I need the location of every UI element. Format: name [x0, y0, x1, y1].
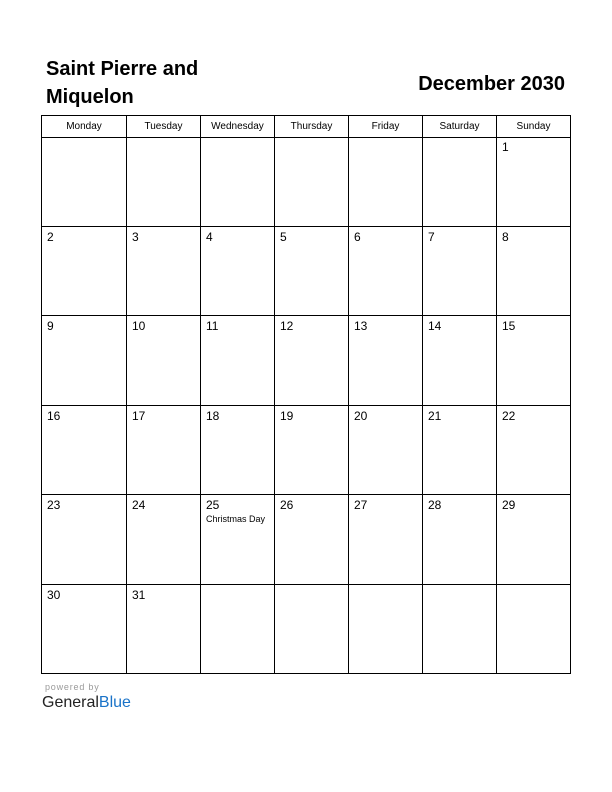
weekday-header-row — [42, 116, 570, 138]
day-number: 10 — [132, 319, 146, 333]
generalblue-logo — [42, 693, 131, 713]
day-number: 14 — [428, 319, 442, 333]
day-cell — [127, 495, 201, 584]
day-cell — [423, 495, 497, 584]
day-cell — [42, 137, 127, 226]
day-number: 2 — [47, 229, 54, 244]
day-cell — [201, 585, 275, 675]
day-cell — [201, 495, 275, 584]
day-number: 31 — [132, 587, 146, 602]
month-title: December 2030 — [418, 73, 565, 95]
day-cell — [349, 227, 423, 316]
day-number: 7 — [428, 229, 435, 244]
day-number: 27 — [354, 498, 368, 512]
region-title: Saint Pierre and Miquelon — [46, 58, 199, 108]
day-number: 17 — [132, 408, 146, 423]
day-number: 19 — [280, 408, 294, 423]
day-cell — [42, 406, 127, 495]
calendar-grid — [41, 115, 571, 674]
weekday-wednesday: Wednesday — [201, 116, 275, 137]
day-number: 28 — [428, 498, 442, 512]
day-cell — [423, 227, 497, 316]
day-number: 21 — [428, 408, 442, 423]
day-number: 25 — [206, 498, 220, 512]
day-cell — [349, 316, 423, 405]
holiday-label: Christmas Day — [206, 514, 266, 524]
day-cell — [201, 137, 275, 226]
week-row — [42, 406, 570, 496]
day-number: 18 — [206, 408, 220, 423]
day-number: 1 — [502, 140, 509, 154]
day-cell — [497, 316, 570, 405]
day-cell — [497, 585, 570, 675]
day-cell — [349, 406, 423, 495]
day-number: 26 — [280, 498, 294, 512]
day-cell — [201, 227, 275, 316]
weekday-thursday: Thursday — [275, 116, 349, 137]
day-cell — [423, 137, 497, 226]
day-cell — [42, 585, 127, 675]
day-cell — [423, 585, 497, 675]
day-number: 29 — [502, 498, 516, 512]
day-cell — [275, 406, 349, 495]
day-cell — [127, 137, 201, 226]
weekday-saturday: Saturday — [423, 116, 497, 137]
day-cell — [127, 227, 201, 316]
day-number: 12 — [280, 319, 294, 333]
day-cell — [127, 316, 201, 405]
day-cell — [275, 137, 349, 226]
day-cell — [349, 585, 423, 675]
day-cell — [42, 227, 127, 316]
weekday-friday: Friday — [349, 116, 423, 137]
footer — [42, 682, 131, 713]
day-number: 22 — [502, 408, 516, 423]
day-cell — [497, 137, 570, 226]
day-number: 20 — [354, 408, 368, 423]
day-number: 4 — [206, 229, 213, 244]
day-cell — [423, 316, 497, 405]
day-cell — [201, 316, 275, 405]
day-number: 3 — [132, 229, 139, 244]
brand-general-text: General — [42, 694, 99, 711]
day-cell — [497, 495, 570, 584]
week-row — [42, 585, 570, 675]
day-cell — [497, 227, 570, 316]
day-cell — [42, 316, 127, 405]
day-cell — [349, 495, 423, 584]
day-cell — [497, 406, 570, 495]
day-number: 24 — [132, 498, 146, 512]
day-number: 15 — [502, 319, 516, 333]
weekday-monday: Monday — [42, 116, 127, 137]
day-number: 30 — [47, 587, 61, 602]
week-row — [42, 137, 570, 227]
day-cell — [349, 137, 423, 226]
day-number: 13 — [354, 319, 368, 333]
day-cell — [275, 585, 349, 675]
day-cell — [275, 227, 349, 316]
day-number: 8 — [502, 229, 509, 244]
day-number: 5 — [280, 229, 287, 244]
day-cell — [127, 585, 201, 675]
powered-by-text: powered by — [45, 682, 100, 692]
weeks-container — [42, 137, 570, 674]
day-number: 11 — [206, 319, 219, 333]
day-cell — [423, 406, 497, 495]
day-cell — [127, 406, 201, 495]
brand-blue-text: Blue — [98, 694, 131, 711]
day-cell — [275, 495, 349, 584]
day-cell — [42, 495, 127, 584]
week-row — [42, 316, 570, 406]
day-cell — [201, 406, 275, 495]
day-number: 16 — [47, 408, 61, 423]
day-cell — [275, 316, 349, 405]
day-number: 23 — [47, 498, 61, 512]
week-row — [42, 495, 570, 585]
day-number: 6 — [354, 229, 361, 244]
weekday-sunday: Sunday — [516, 121, 551, 132]
day-number: 9 — [47, 319, 54, 333]
weekday-tuesday: Tuesday — [127, 116, 201, 137]
week-row — [42, 227, 570, 317]
